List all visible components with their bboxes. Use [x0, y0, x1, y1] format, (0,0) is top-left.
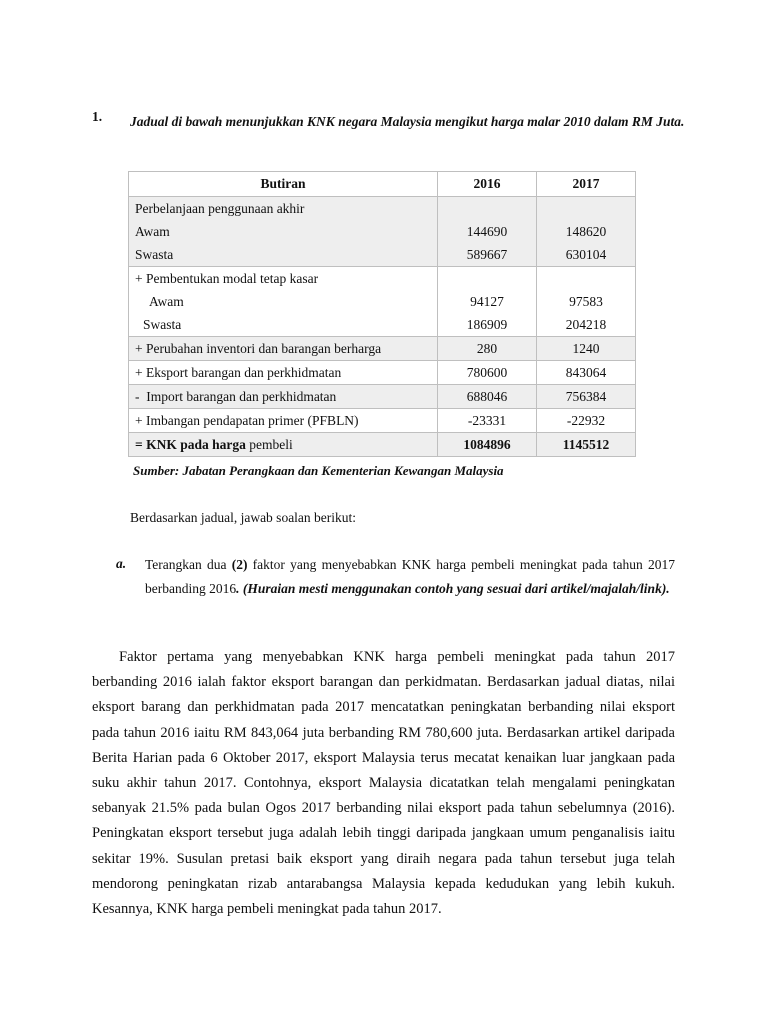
value: 589667	[466, 247, 508, 262]
cell-2017	[537, 197, 636, 267]
header-butiran: Butiran	[129, 172, 438, 197]
row-label-main: Perbelanjaan penggunaan akhir	[135, 201, 305, 216]
cell-2016: 688046	[438, 385, 537, 409]
row-label-main: + Pembentukan modal tetap kasar	[135, 271, 319, 286]
table-row	[129, 197, 636, 267]
instruction-text: Berdasarkan jadual, jawab soalan berikut:	[130, 510, 357, 525]
cell-2016	[438, 267, 537, 337]
cell-2017	[537, 267, 636, 337]
row-sublabel-swasta: Swasta	[135, 247, 174, 262]
answer-paragraph: Faktor pertama yang menyebabkan KNK harga pembeli meningkat pada tahun 2017 berbanding 2016 ialah faktor eksport barangan dan perkidmatan. Berdasarkan jadual diatas, nilai eksport barang dan perkhidmatan pada 2017 mencatatkan peningkatan berbanding nilai eksport pada tahun 2016 iaitu RM 843,064 juta berbanding RM 780,600 juta. Berdasarkan artikel daripada Berita Harian pada 6 Oktober 2017, eksport Malaysia terus mecatat kenaikan luar jangkaan pada suku akhir tahun 2017. Contohnya, eksport Malaysia dicatatkan telah mengalami peningkatan sebanyak 21.5% pada bulan Ogos 2017 berbanding nilai eksport pada tahun sebelumnya (2016). Peningkatan eksport tersebut juga adalah lebih tinggi daripada jangkaan umum penganalisis iaitu sekitar 19%. Susulan pretasi baik eksport yang diraih negara pada tahun tersebut juga telah mendorong peningkatan rizab antarabangsa Malaysia kepada kedudukan yang lebih kukuh. Kesannya, KNK harga pembeli meningkat pada tahun 2017.	[92, 649, 675, 918]
row-sublabel-swasta: Swasta	[143, 317, 182, 332]
row-label: + Eksport barangan dan perkhidmatan	[129, 361, 438, 385]
row-label: + Perubahan inventori dan barangan berharga	[129, 337, 438, 361]
question-text: Jadual di bawah menunjukkan KNK negara Malaysia mengikut harga malar 2010 dalam RM Juta.	[130, 114, 685, 129]
row-label	[129, 433, 438, 457]
table-row	[129, 409, 636, 433]
cell-2017: 1145512	[537, 433, 636, 457]
value: 97583	[569, 294, 603, 309]
table-row-total	[129, 433, 636, 457]
row-label	[129, 197, 438, 267]
row-label: + Imbangan pendapatan primer (PFBLN)	[129, 409, 438, 433]
subq-part-d: . (Huraian mesti menggunakan contoh yang sesuai dari artikel/majalah/link).	[236, 581, 670, 596]
table-source: Sumber: Jabatan Perangkaan dan Kementerian Kewangan Malaysia	[133, 463, 504, 478]
value: 186909	[466, 317, 508, 332]
value: 148620	[565, 224, 607, 239]
value: 144690	[466, 224, 508, 239]
row-sublabel-awam: Awam	[135, 224, 170, 239]
table-row	[129, 361, 636, 385]
total-label-rest: pembeli	[245, 437, 293, 452]
cell-2016: 280	[438, 337, 537, 361]
question-number: 1.	[92, 109, 103, 124]
cell-2017: 756384	[537, 385, 636, 409]
row-sublabel-awam: Awam	[149, 294, 184, 309]
knk-table	[128, 171, 636, 457]
row-label	[129, 267, 438, 337]
table-row	[129, 385, 636, 409]
cell-2016: 780600	[438, 361, 537, 385]
subq-part-c: faktor yang menyebabkan KNK harga pembeli meningkat pada tahun 2017 berbanding 2016	[145, 557, 675, 596]
value: 204218	[565, 317, 607, 332]
header-2016: 2016	[438, 172, 537, 197]
row-label: - Import barangan dan perkhidmatan	[129, 385, 438, 409]
cell-2017: 843064	[537, 361, 636, 385]
total-label-bold: = KNK pada harga	[135, 437, 246, 452]
subq-part-b: (2)	[231, 557, 248, 572]
header-2017: 2017	[537, 172, 636, 197]
cell-2017: -22932	[537, 409, 636, 433]
cell-2016: 1084896	[438, 433, 537, 457]
subquestion-label: a.	[116, 556, 127, 571]
subquestion-text	[145, 553, 675, 601]
cell-2017: 1240	[537, 337, 636, 361]
table-header-row	[129, 172, 636, 197]
subq-part-a: Terangkan dua	[145, 557, 232, 572]
table-row	[129, 267, 636, 337]
table-row	[129, 337, 636, 361]
cell-2016: -23331	[438, 409, 537, 433]
cell-2016	[438, 197, 537, 267]
value: 94127	[470, 294, 504, 309]
value: 630104	[565, 247, 607, 262]
